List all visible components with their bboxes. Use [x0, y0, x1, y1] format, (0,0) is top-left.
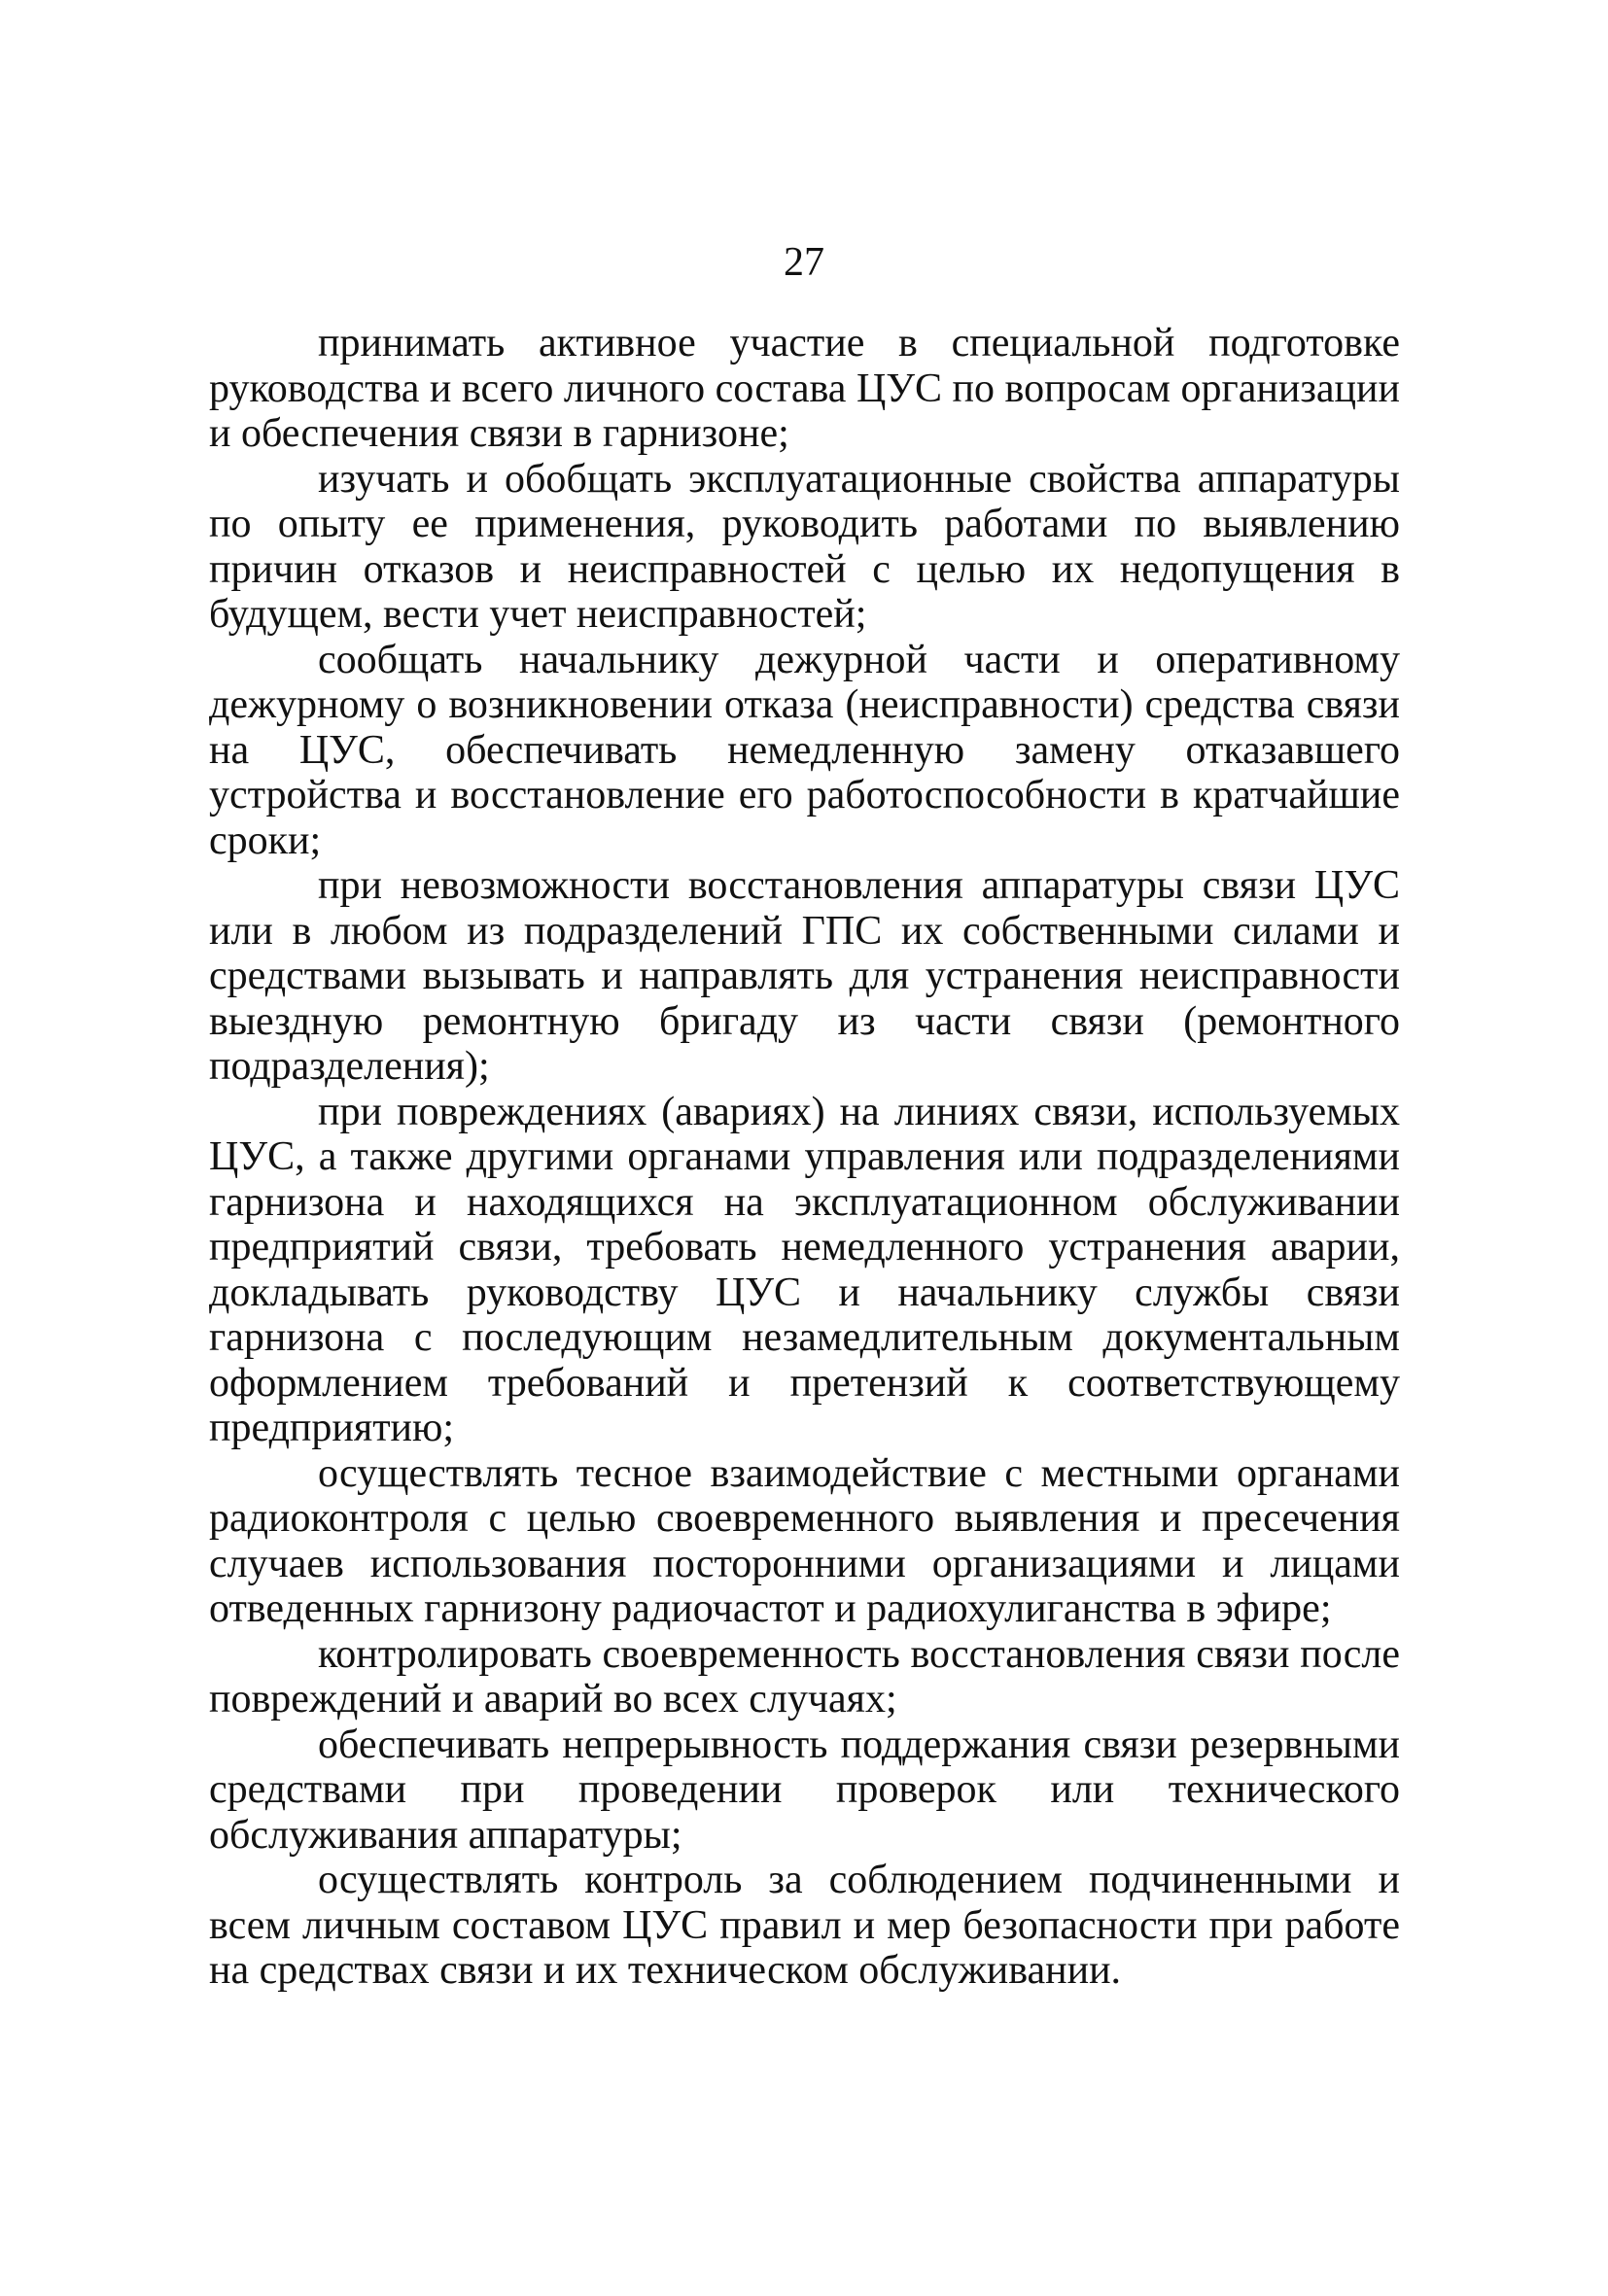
- paragraph-repair-team: при невозможности восстановления аппаратуры связи ЦУС или в любом из подразделений ГПС их собственными силами и средствами вызывать и направлять для устранения неисправности выездную ремонтную бригаду из части связи (ремонтного подразделения);: [209, 863, 1400, 1089]
- body-text: [209, 321, 1400, 1994]
- paragraph-equipment-study: изучать и обобщать эксплуатационные свойства аппаратуры по опыту ее применения, руководить работами по выявлению причин отказов и неисправностей с целью их недопущения в будущем, вести учет неисправностей;: [209, 456, 1400, 637]
- paragraph-failure-report: сообщать начальнику дежурной части и оперативному дежурному о возникновении отказа (неисправности) средства связи на ЦУС, обеспечивать немедленную замену отказавшего устройства и восстановление его работоспособности в кратчайшие сроки;: [209, 637, 1400, 863]
- paragraph-restoration-control: контролировать своевременность восстановления связи после повреждений и аварий во всех случаях;: [209, 1631, 1400, 1722]
- paragraph-line-damage: при повреждениях (авариях) на линиях связи, используемых ЦУС, а также другими органами управления или подразделениями гарнизона и находящихся на эксплуатационном обслуживании предприятий связи, требовать немедленного устранения аварии, докладывать руководству ЦУС и начальнику службы связи гарнизона с последующим незамедлительным документальным оформлением требований и претензий к соответствующему предприятию;: [209, 1089, 1400, 1450]
- paragraph-training: принимать активное участие в специальной подготовке руководства и всего личного состава ЦУС по вопросам организации и обеспечения связи в гарнизоне;: [209, 321, 1400, 456]
- paragraph-radio-control: осуществлять тесное взаимодействие с местными органами радиоконтроля с целью своевременного выявления и пресечения случаев использования посторонними организациями и лицами отведенных гарнизону радиочастот и радиохулиганства в эфире;: [209, 1450, 1400, 1631]
- paragraph-backup-communication: обеспечивать непрерывность поддержания связи резервными средствами при проведении проверок или технического обслуживания аппаратуры;: [209, 1722, 1400, 1858]
- paragraph-safety-control: осуществлять контроль за соблюдением подчиненными и всем личным составом ЦУС правил и мер безопасности при работе на средствах связи и их техническом обслуживании.: [209, 1858, 1400, 1993]
- page-number: 27: [784, 240, 824, 285]
